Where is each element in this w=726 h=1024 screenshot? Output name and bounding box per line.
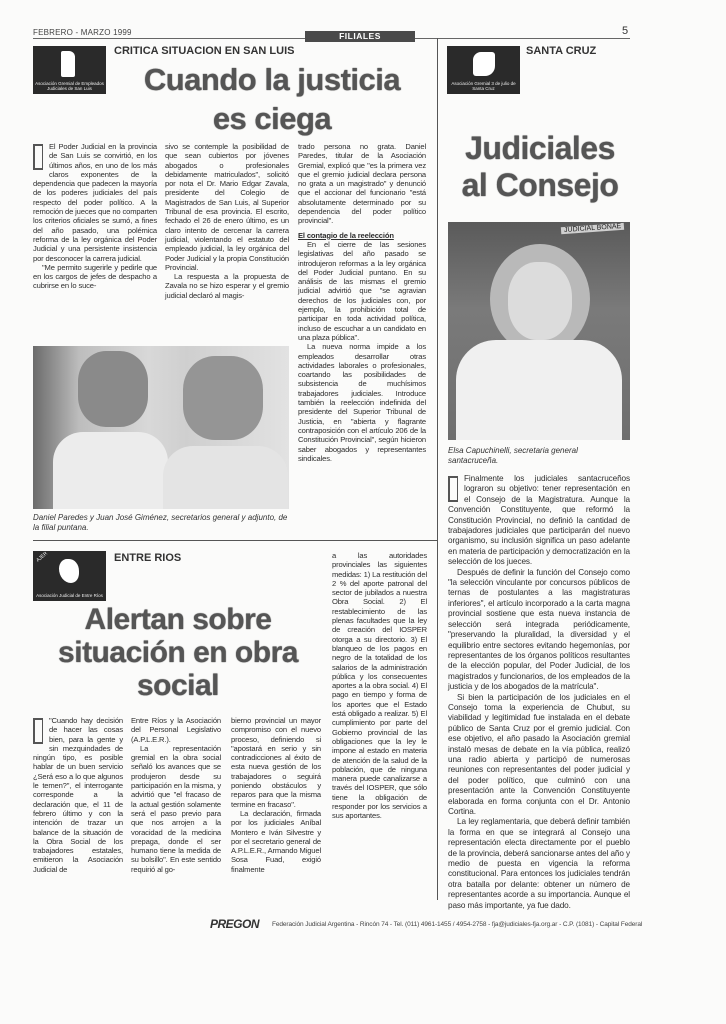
santa-cruz-kicker: SANTA CRUZ <box>526 45 597 57</box>
san-luis-column-2: sivo se contemple la posibilidad de que sean cubiertos por jóvenes abogados o profesionales debidamente matriculados", solicitó por nota el Dr. Mario Edgar Zavala, presidente del Colegio de Magistrados de San Luis, al Superior Tribunal de esa provincia. El escrito, fechado el 26 de enero último, es un claro intento de cercenar la carrera judicial, violentando el estatuto del empleado judicial, la ley orgánica del Poder Judicial y la propia Constitución Provincial. La respuesta a la propuesta de Zavala no se hizo esperar y el gremio judicial declaró al magis- <box>165 142 289 300</box>
map-icon <box>473 52 495 76</box>
drop-cap <box>33 144 43 170</box>
footer-contact: Federación Judicial Argentina - Rincón 74 - Tel. (011) 4961-1455 / 4954-2758 - fja@judiciales-fja.org.ar - C.P. (1081) - Capital Federal <box>272 921 643 928</box>
entre-rios-column-2: Entre Ríos y la Asociación del Personal Legislativo (A.P.L.E.R.). La representación gremial en la obra social señaló los avances que se produjeron desde su participación en la misma, y advirtió que "el fracaso de la actual gestión solamente será el paso previo para que nos arrojen a la voracidad de la medicina prepaga, donde el ser humano tiene la medida de su bolsillo". En este sentido requirió al go- <box>131 716 221 874</box>
column-divider <box>437 38 438 900</box>
san-luis-headline-1: Cuando la justicia <box>143 62 401 97</box>
page-number: 5 <box>622 25 629 37</box>
san-luis-headline-2: es ciega <box>212 101 332 136</box>
san-luis-kicker: CRITICA SITUACION EN SAN LUIS <box>114 45 295 57</box>
section-divider <box>33 540 437 541</box>
san-luis-logo: Asociación Gremial de Empleados Judiciales de San Luis <box>33 46 106 94</box>
pregon-logo: PREGON <box>210 917 260 931</box>
san-luis-column-1: El Poder Judicial en la provincia de San Luis se convirtió, en los últimos años, en uno de los más claros exponentes de la dependencia que padecen la mayoría de los poderes judiciales del país respecto del poder político. A la remoción de jueces que no comparten los criterios oficiales se sumó, a fines del año pasado, una polémica reforma de la ley orgánica del Poder Judicial y una persistente insistencia por desconocer la carrera judicial. "Me permito sugerirle y pedirle que en los cargos de jefes de despacho a cubrirse en lo suce- <box>33 142 157 291</box>
entre-rios-headline-1: Alertan sobre <box>84 603 272 636</box>
photo-capuchinelli: JUDICIAL BONAE <box>448 222 630 440</box>
entre-rios-logo: AJER Asociación Judicial de Entre Ríos <box>33 551 106 601</box>
santa-cruz-headline-2: al Consejo <box>461 167 619 203</box>
map-icon <box>61 51 75 77</box>
santa-cruz-body: Finalmente los judiciales santacruceños lograron su objetivo: tener representación en el Consejo de la Magistratura. Aunque la Convención Constituyente, que reformó la Constitución Provincial, no definió la cantidad de trabajadores judiciales que participarán del nuevo organismo, su inclusión significa un paso adelante en materia de participación y democratización en la selección de los jueces. Después de definir la función del Consejo como "la selección vinculante por concursos públicos de ternas de postulantes a las magistraturas inferiores", el artículo incorporado a la carta magna provincial sostiene que esta nueva instancia de selección será integrada periódicamente, "preservando la pluralidad, la diversidad y el equilibrio entre sectores evitando hegemonías, por representantes de los órganos políticos resultantes de la elección popular, del Poder Judicial, de los magistrados y funcionarios, de los empleados de la justicia y de los abogados de la matrícula". Si bien la participación de los judiciales en el Consejo toma la experiencia de Chubut, su viabilidad y legitimidad fue instalada en el debate público de Santa Cruz por el gremio judicial. Con ese objetivo, el año pasado la Asociación gremial instaló mesas de debate en la vía pública, realizó una radio abierta y participó de numerosas reuniones con representantes del poder judicial y del poder político, que culminó con una presentación ante la Convención Constituyente elaborada en forma conjunta con el Dr. Antonio Cortina. La ley reglamentaria, que deberá definir también la forma en que se integrará al Consejo una representación electa directamente por el pueblo de la provincia, deberá sancionarse antes del año y medio de puesta en vigencia la reforma constitucional. Para entonces los judiciales tendrán otra batalla por delante: obtener un número de representantes acorde a su importancia. Aunque el paso más importante, ya fue dado. <box>448 474 630 910</box>
drop-cap <box>33 718 43 744</box>
entre-rios-kicker: ENTRE RIOS <box>114 552 182 564</box>
drop-cap <box>448 476 458 502</box>
santa-cruz-headline-1: Judiciales <box>465 130 615 166</box>
entre-rios-column-4: a las autoridades provinciales las siguientes medidas: 1) La restitución del 2 % del aporte patronal del sector de jubilados a nuestra Obra Social. 2) El restablecimiento de las plenas facultades que la ley de creación del IOSPER otorga a su directorio. 3) El blanqueo de los pagos en negro de la totalidad de los salarios de la administración pública y los consecuentes aportes a la obra social. 4) El pago en tiempo y forma de los aportes que el Estado está obligado a realizar. 5) El cumplimiento por parte del Gobierno provincial de las obligaciones que la ley le impone al estado en materia de atención de la salud de la población, que de ninguna manera puede canalizarse a través del IOSPER, que sólo tiene la obligación de responder por los servicios a sus aportantes. <box>332 551 427 821</box>
san-luis-column-3: trado persona no grata. Daniel Paredes, titular de la Asociación Gremial, explicó que "es la primera vez que el gremio judicial declara persona no grata a un magistrado" y denunció que el accionar del funcionario "está absolutamente determinado por su dependencia del poder político provincial". El contagio de la reelección En el cierre de las sesiones legislativas del año pasado se introdujeron reformas a la ley orgánica del Poder Judicial puntano. En su análisis de las mismas el gremio judicial advirtió que "se agravian derechos de los judiciales con, por ejemplo, la prohibición total de participar en toda actividad política, incluso de escuchar a un candidato en una plaza pública". La nueva norma impide a los empleados desarrollar otras actividades laborales o profesionales, coartando las posibilidades de subsistencia de muchísimos trabajadores judiciales. Introduce también la reelección indefinida del presidente del Superior Tribunal de Justicia, en "abierta y flagrante contraposición con el artículo 206 de la Constitución Provincial", según hicieron saber abogados y representantes sindicales. <box>298 142 426 463</box>
photo-caption: Daniel Paredes y Juan José Giménez, secretarios general y adjunto, de la filial puntana. <box>33 513 288 532</box>
photo-paredes-gimenez <box>33 346 289 509</box>
entre-rios-column-3: bierno provincial un mayor compromiso con el nuevo proceso, definiendo si "apostará en serio y sin contradicciones al éxito de esta nueva gestión de los trabajadores o seguirá poniendo obstáculos y reparos para que la misma termine en fracaso". La declaración, firmada por los judiciales Aníbal Montero e Iván Silvestre y por el secretario general de A.P.L.E.R., Armando Miguel Sosa Fuad, exigió finalmente <box>231 716 321 874</box>
section-tag: FILIALES <box>305 31 415 42</box>
photo-caption: Elsa Capuchinelli, secretaria general santacruceña. <box>448 446 578 465</box>
subheading: El contagio de la reelección <box>298 230 394 240</box>
santa-cruz-logo: Asociación Gremial 3 de julio de Santa Cruz <box>447 46 520 94</box>
map-icon <box>59 559 79 583</box>
entre-rios-headline-2: situación en obra <box>58 636 298 669</box>
entre-rios-column-1: "Cuando hay decisión de hacer las cosas bien, para la gente y sin mezquindades de ningún tipo, es posible hablar de un buen servicio ¿Será eso a lo que algunos le temen?", el interrogante corresponde a la declaración que, el 11 de febrero último y con la intención de trazar un balance de la situación de la Obra Social de los trabajadores estatales, emitieron la Asociación Judicial de <box>33 716 123 874</box>
entre-rios-headline-3: social <box>136 669 220 702</box>
issue-date: FEBRERO - MARZO 1999 <box>33 28 132 37</box>
